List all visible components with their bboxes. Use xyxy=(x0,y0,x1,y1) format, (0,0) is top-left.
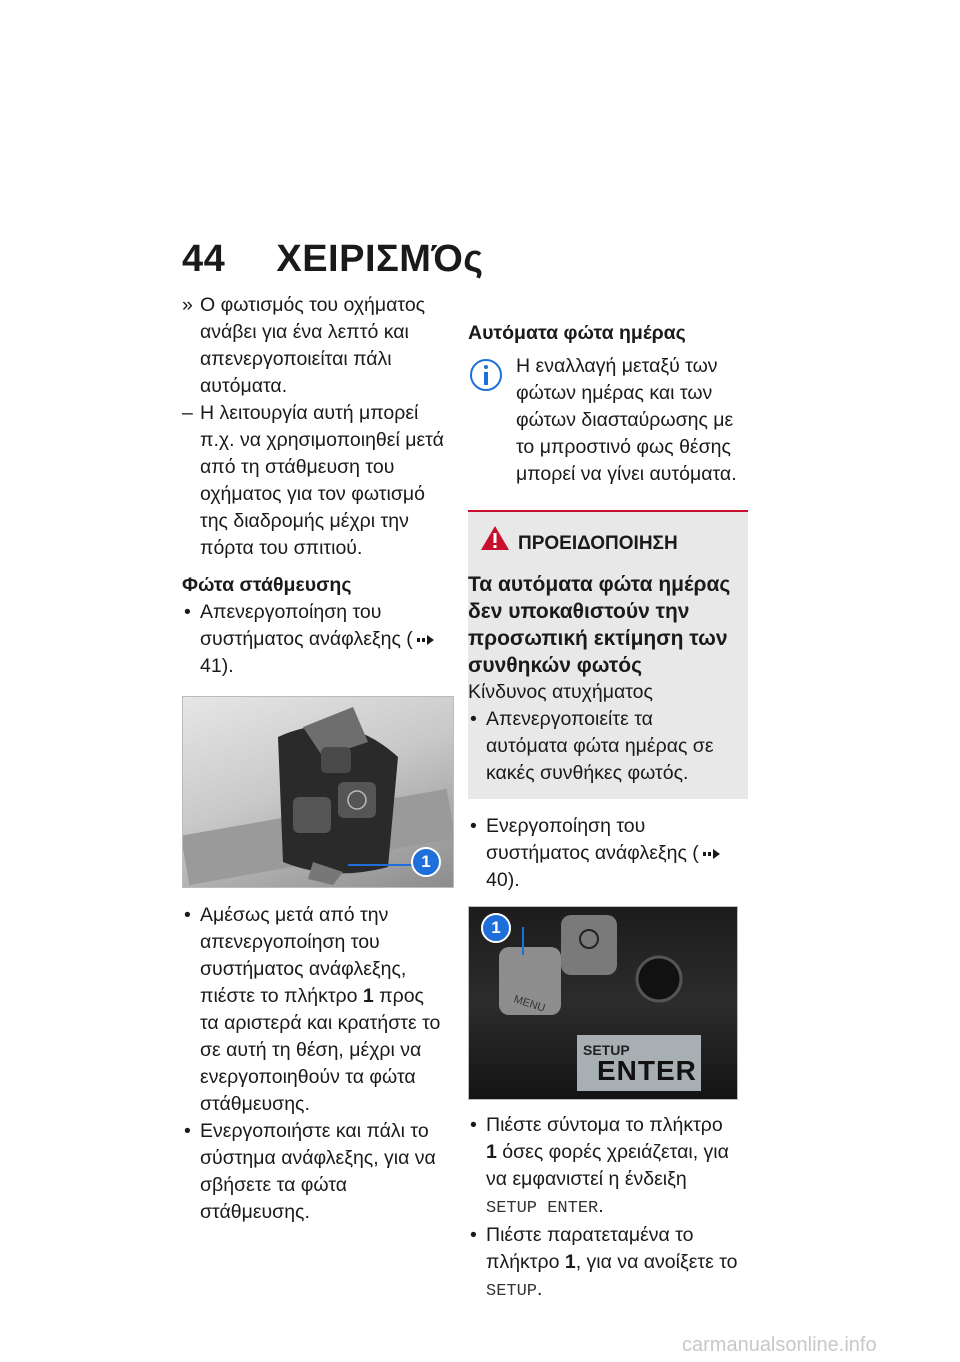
intro-item xyxy=(182,292,444,400)
press-short-post: . xyxy=(598,1195,604,1217)
display-code: SETUP ENTER xyxy=(486,1199,599,1218)
page-number: 44 xyxy=(182,238,226,280)
bullet-icon: • xyxy=(184,1120,191,1142)
warning-action xyxy=(468,706,736,787)
warning-action-text: Απενεργοποιείτε τα αυτόματα φώτα ημέρας σε κακές συνθήκες φωτός. xyxy=(486,708,714,784)
parking-step-2 xyxy=(182,902,444,1118)
page-header xyxy=(182,238,484,281)
auto-daylight-heading: Αυτόματα φώτα ημέρας xyxy=(468,322,686,344)
chevron-mark: » xyxy=(182,294,193,316)
step-press-short xyxy=(468,1112,738,1222)
step-2-post: προς τα αριστερά και κρατήστε το σε αυτή τη θέση, μέχρι να ενεργοποιηθούν τα φώτα στάθμευσης. xyxy=(200,985,441,1115)
figure-handlebar-switch xyxy=(182,696,454,888)
display-code: SETUP xyxy=(486,1282,538,1301)
display-line-2: ENTER xyxy=(597,1055,697,1086)
parking-heading: Φώτα στάθμευσης xyxy=(182,574,352,596)
press-long-post: . xyxy=(537,1278,543,1300)
parking-step-3 xyxy=(182,1118,444,1226)
bullet-icon: • xyxy=(470,1114,477,1136)
step-press-long xyxy=(468,1222,738,1305)
warning-label-row xyxy=(468,530,736,557)
section-title: ΧΕΙΡΙΣΜΌς xyxy=(276,238,484,280)
bullet-icon: • xyxy=(470,1224,477,1246)
info-note xyxy=(468,353,738,488)
info-text: Η εναλλαγή μεταξύ των φώτων ημέρας και των φώτων διασταύρωσης με το μπροστινό φως θέσης μπορεί να γίνει αυτόματα. xyxy=(516,355,737,485)
step-1-ref: 41 xyxy=(200,655,222,677)
intro-text-2: Η λειτουργία αυτή μπορεί π.χ. να χρησιμοποιηθεί μετά από τη στάθμευση του οχήματος για τον φωτισμό της διαδρομής μέχρι την πόρτα του σπιτιού. xyxy=(200,402,444,559)
step-on-post: ). xyxy=(507,869,520,891)
intro-text-1: Ο φωτισμός του οχήματος ανάβει για ένα λεπτό και απενεργοποιείται πάλι αυτόματα. xyxy=(200,294,426,397)
right-column xyxy=(468,320,738,1305)
step-1-post: ). xyxy=(221,655,234,677)
bullet-icon: • xyxy=(470,708,477,730)
step-3-text: Ενεργοποιήστε και πάλι το σύστημα ανάφλεξης, για να σβήσετε τα φώτα στάθμευσης. xyxy=(200,1120,436,1223)
callout-1: 1 xyxy=(411,847,441,877)
intro-item xyxy=(182,400,444,562)
bullet-icon: • xyxy=(470,815,477,837)
warning-triangle-icon xyxy=(480,524,510,552)
dash-mark: – xyxy=(182,402,193,424)
bullet-icon: • xyxy=(184,601,191,623)
parking-step-1 xyxy=(182,599,444,680)
left-column xyxy=(182,292,444,1226)
key-reference: 1 xyxy=(564,1251,576,1273)
warning-risk: Κίνδυνος ατυχήματος xyxy=(468,681,653,703)
key-reference: 1 xyxy=(362,985,374,1007)
press-short-mid: όσες φορές χρειάζεται, για να εμφανιστεί η ένδειξη xyxy=(486,1141,729,1190)
step-on-pre: Ενεργοποίηση του συστήματος ανάφλεξης ( xyxy=(486,815,699,864)
figure-menu-display xyxy=(468,906,738,1100)
step-on-ref: 40 xyxy=(486,869,508,891)
key-reference: 1 xyxy=(486,1141,497,1163)
step-1-pre: Απενεργοποίηση του συστήματος ανάφλεξης ( xyxy=(200,601,413,650)
ref-arrow-icon xyxy=(417,634,435,646)
display-line-1: SETUP xyxy=(583,1042,630,1058)
callout-1: 1 xyxy=(481,913,511,943)
warning-box xyxy=(468,510,748,799)
press-long-pre: Πιέστε παρατεταμένα το πλήκτρο xyxy=(486,1224,694,1273)
menu-button-label: MENU xyxy=(512,993,547,1015)
press-short-pre: Πιέστε σύντομα το πλήκτρο xyxy=(486,1114,723,1136)
info-icon xyxy=(468,355,504,395)
step-2-pre: Αμέσως μετά από την απενεργοποίηση του συστήματος ανάφλεξης, πιέστε το πλήκτρο xyxy=(200,904,407,1007)
warning-headline: Τα αυτόματα φώτα ημέρας δεν υποκαθιστούν την προσωπική εκτίμηση των συνθηκών φωτός xyxy=(468,573,731,677)
press-long-mid: , για να ανοίξετε το xyxy=(575,1251,738,1273)
warning-label: ΠΡΟΕΙΔΟΠΟΙΗΣΗ xyxy=(518,533,678,554)
bullet-icon: • xyxy=(184,904,191,926)
ref-arrow-icon xyxy=(703,848,721,860)
watermark: carmanualsonline.info xyxy=(682,1334,877,1356)
step-ignition-on xyxy=(468,813,738,894)
